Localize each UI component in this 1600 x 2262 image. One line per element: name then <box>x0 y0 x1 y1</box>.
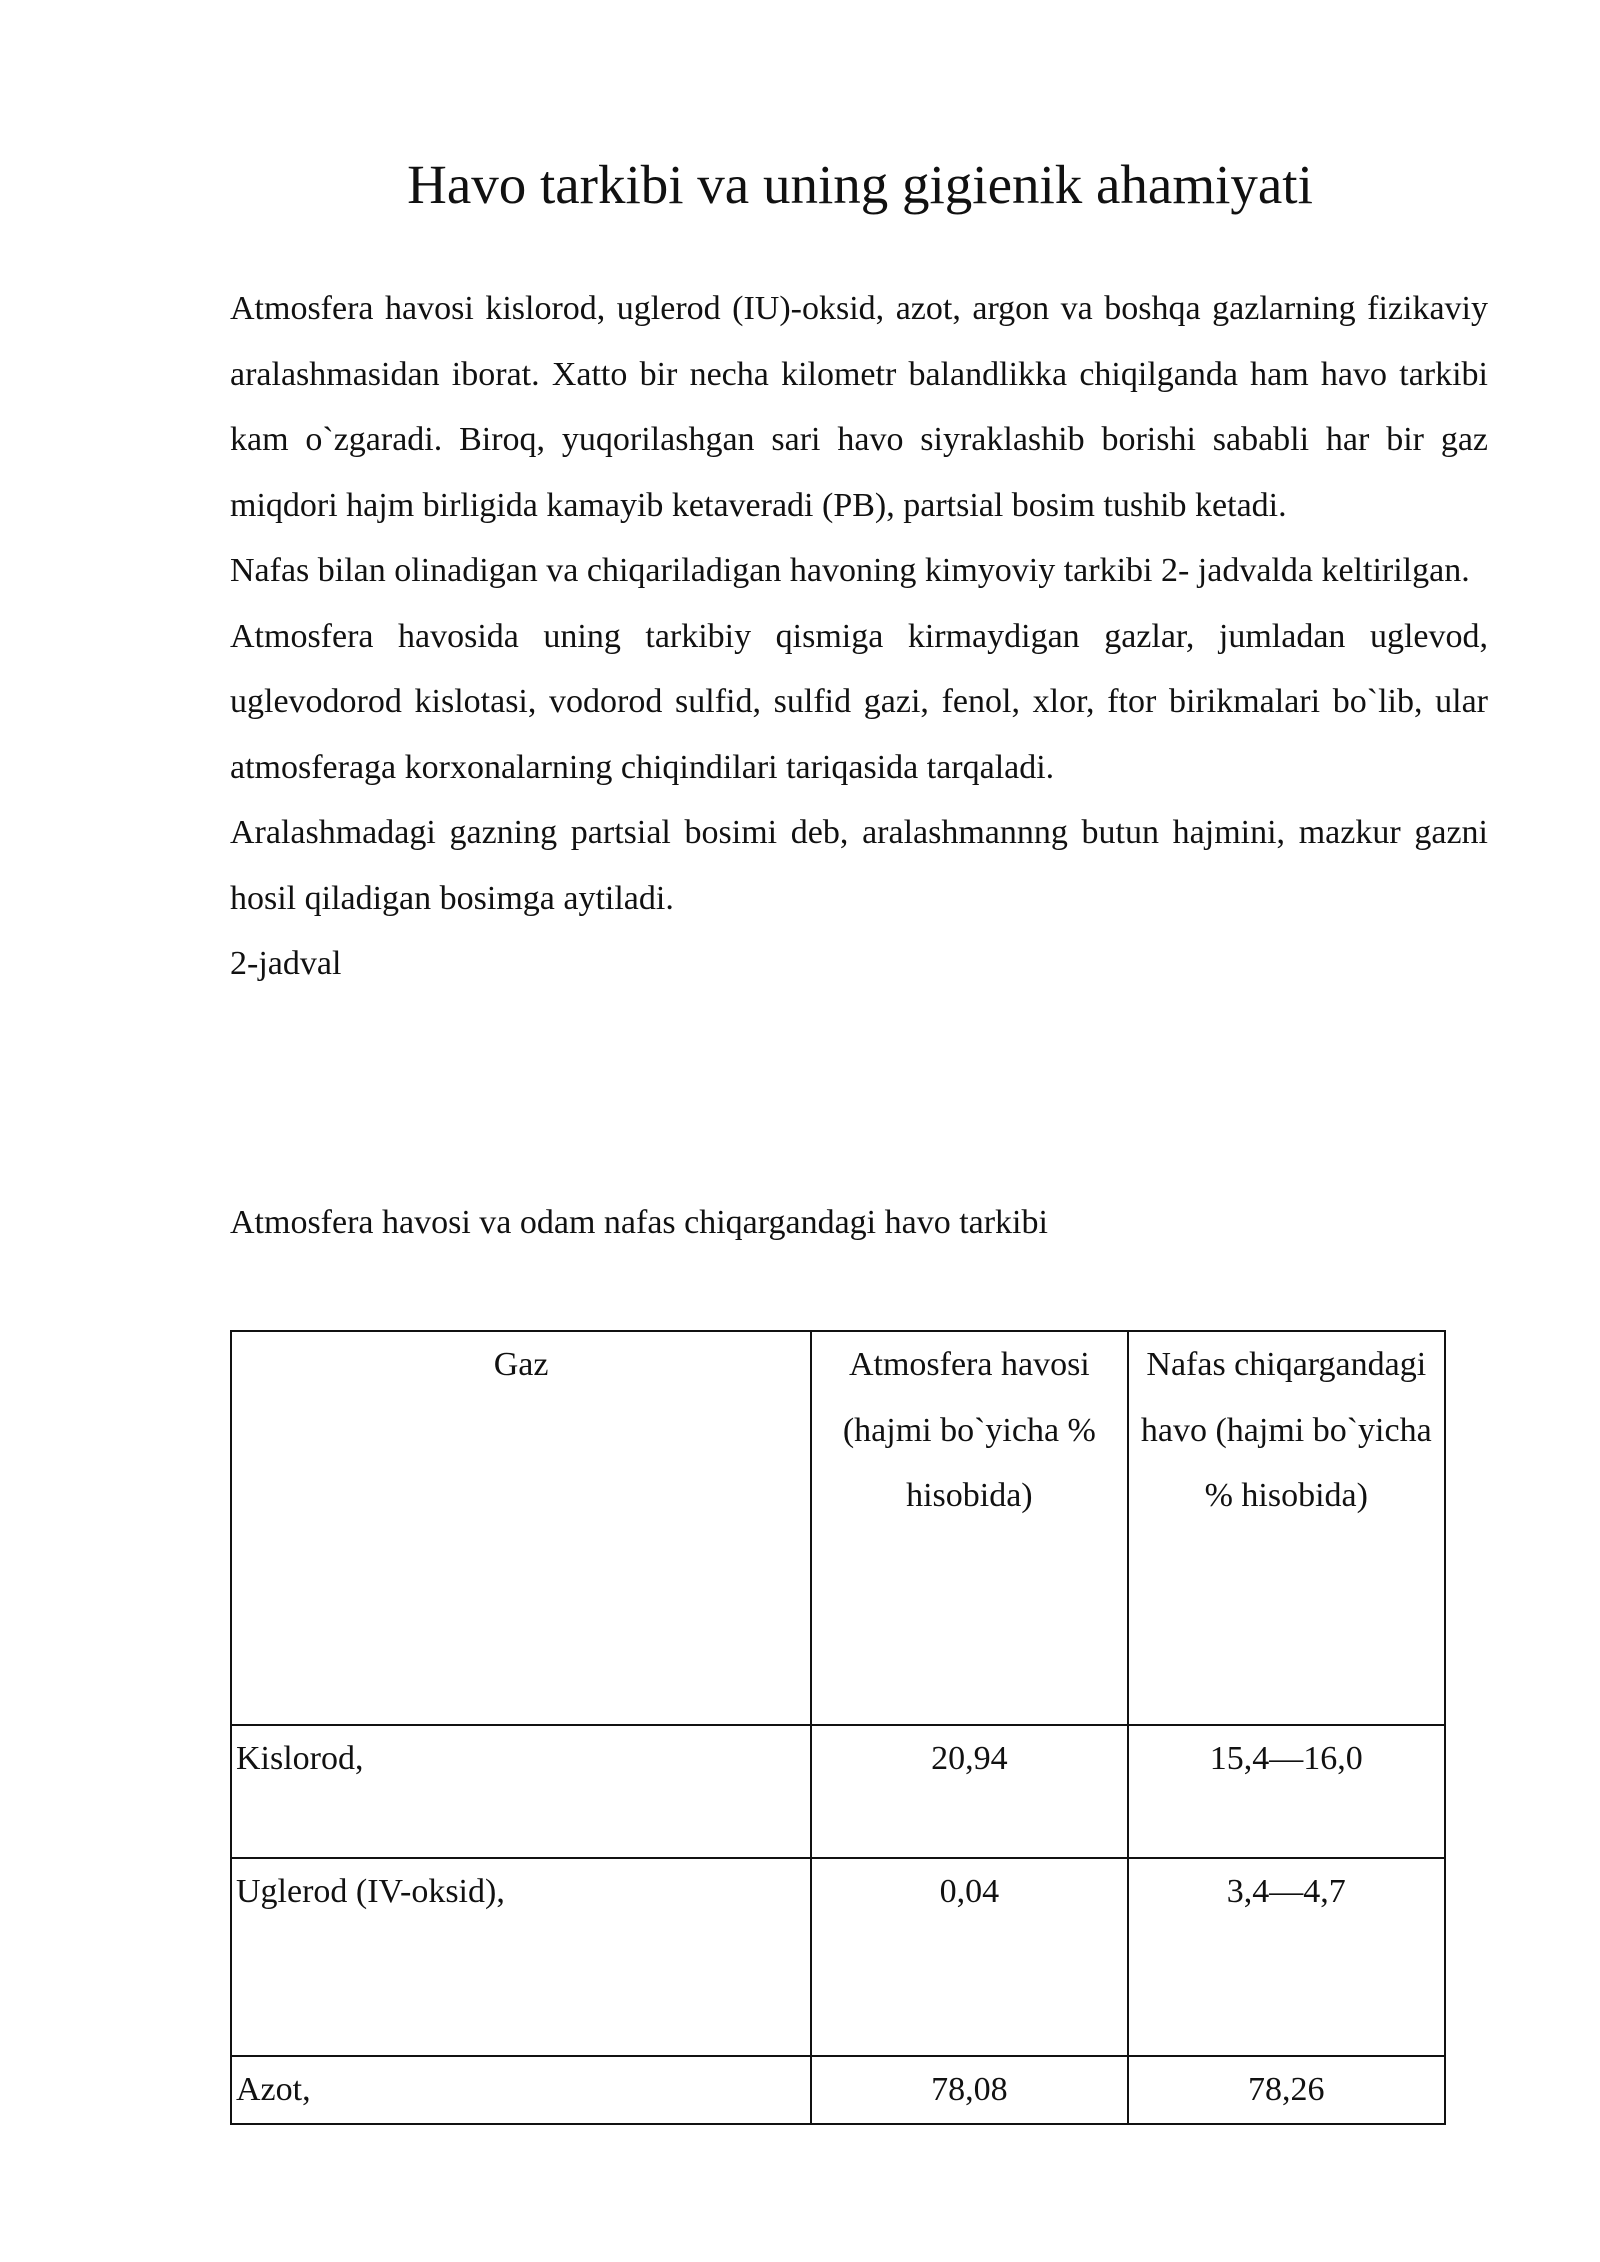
header-gas: Gaz <box>231 1331 811 1725</box>
cell-gas: Kislorod, <box>231 1725 811 1858</box>
table-row <box>231 2056 1445 2124</box>
paragraph-2: Nafas bilan olinadigan va chiqariladigan havoning kimyoviy tarkibi 2- jadvalda keltirilgan. <box>230 552 1470 589</box>
cell-exhaled: 78,26 <box>1128 2056 1445 2124</box>
document-title: Havo tarkibi va uning gigienik ahamiyati <box>407 154 1313 215</box>
cell-exhaled: 3,4—4,7 <box>1128 1858 1445 2056</box>
cell-gas: Uglerod (IV-oksid), <box>231 1858 811 2056</box>
table-row <box>231 1858 1445 2056</box>
cell-exhaled: 15,4—16,0 <box>1128 1725 1445 1858</box>
header-atmosphere: Atmosfera havosi (hajmi bo`yicha % hisobida) <box>811 1331 1127 1725</box>
paragraph-3: Atmosfera havosida uning tarkibiy qismiga kirmaydigan gazlar, jumladan uglevod, uglevodorod kislotasi, vodorod sulfid, sulfid gazi, fenol, xlor, ftor birikmalari bo`lib, ular atmosferaga korxonalarning chiqindilari tariqasida tarqaladi. <box>230 617 1488 786</box>
cell-atmosphere: 20,94 <box>811 1725 1127 1858</box>
cell-atmosphere: 78,08 <box>811 2056 1127 2124</box>
paragraph-4: Aralashmadagi gazning partsial bosimi deb, aralashmannng butun hajmini, mazkur gazni hosil qiladigan bosimga aytiladi. <box>230 814 1488 917</box>
cell-gas: Azot, <box>231 2056 811 2124</box>
gas-composition-table <box>230 1330 1446 2125</box>
document-body <box>230 276 1488 997</box>
table-row <box>231 1725 1445 1858</box>
table-caption: Atmosfera havosi va odam nafas chiqargandagi havo tarkibi <box>230 1204 1048 1241</box>
paragraph-1: Atmosfera havosi kislorod, uglerod (IU)-oksid, azot, argon va boshqa gazlarning fizikaviy aralashmasidan iborat. Xatto bir necha kilometr balandlikka chiqilganda ham havo tarkibi kam o`zgaradi. Biroq, yuqorilashgan sari havo siyraklashib borishi sababli har bir gaz miqdori hajm birligida kamayib ketaveradi (PB), partsial bosim tushib ketadi. <box>230 290 1488 524</box>
header-exhaled: Nafas chiqargandagi havo (hajmi bo`yicha % hisobida) <box>1128 1331 1445 1725</box>
table-label: 2-jadval <box>230 945 342 982</box>
cell-atmosphere: 0,04 <box>811 1858 1127 2056</box>
table-header-row <box>231 1331 1445 1725</box>
